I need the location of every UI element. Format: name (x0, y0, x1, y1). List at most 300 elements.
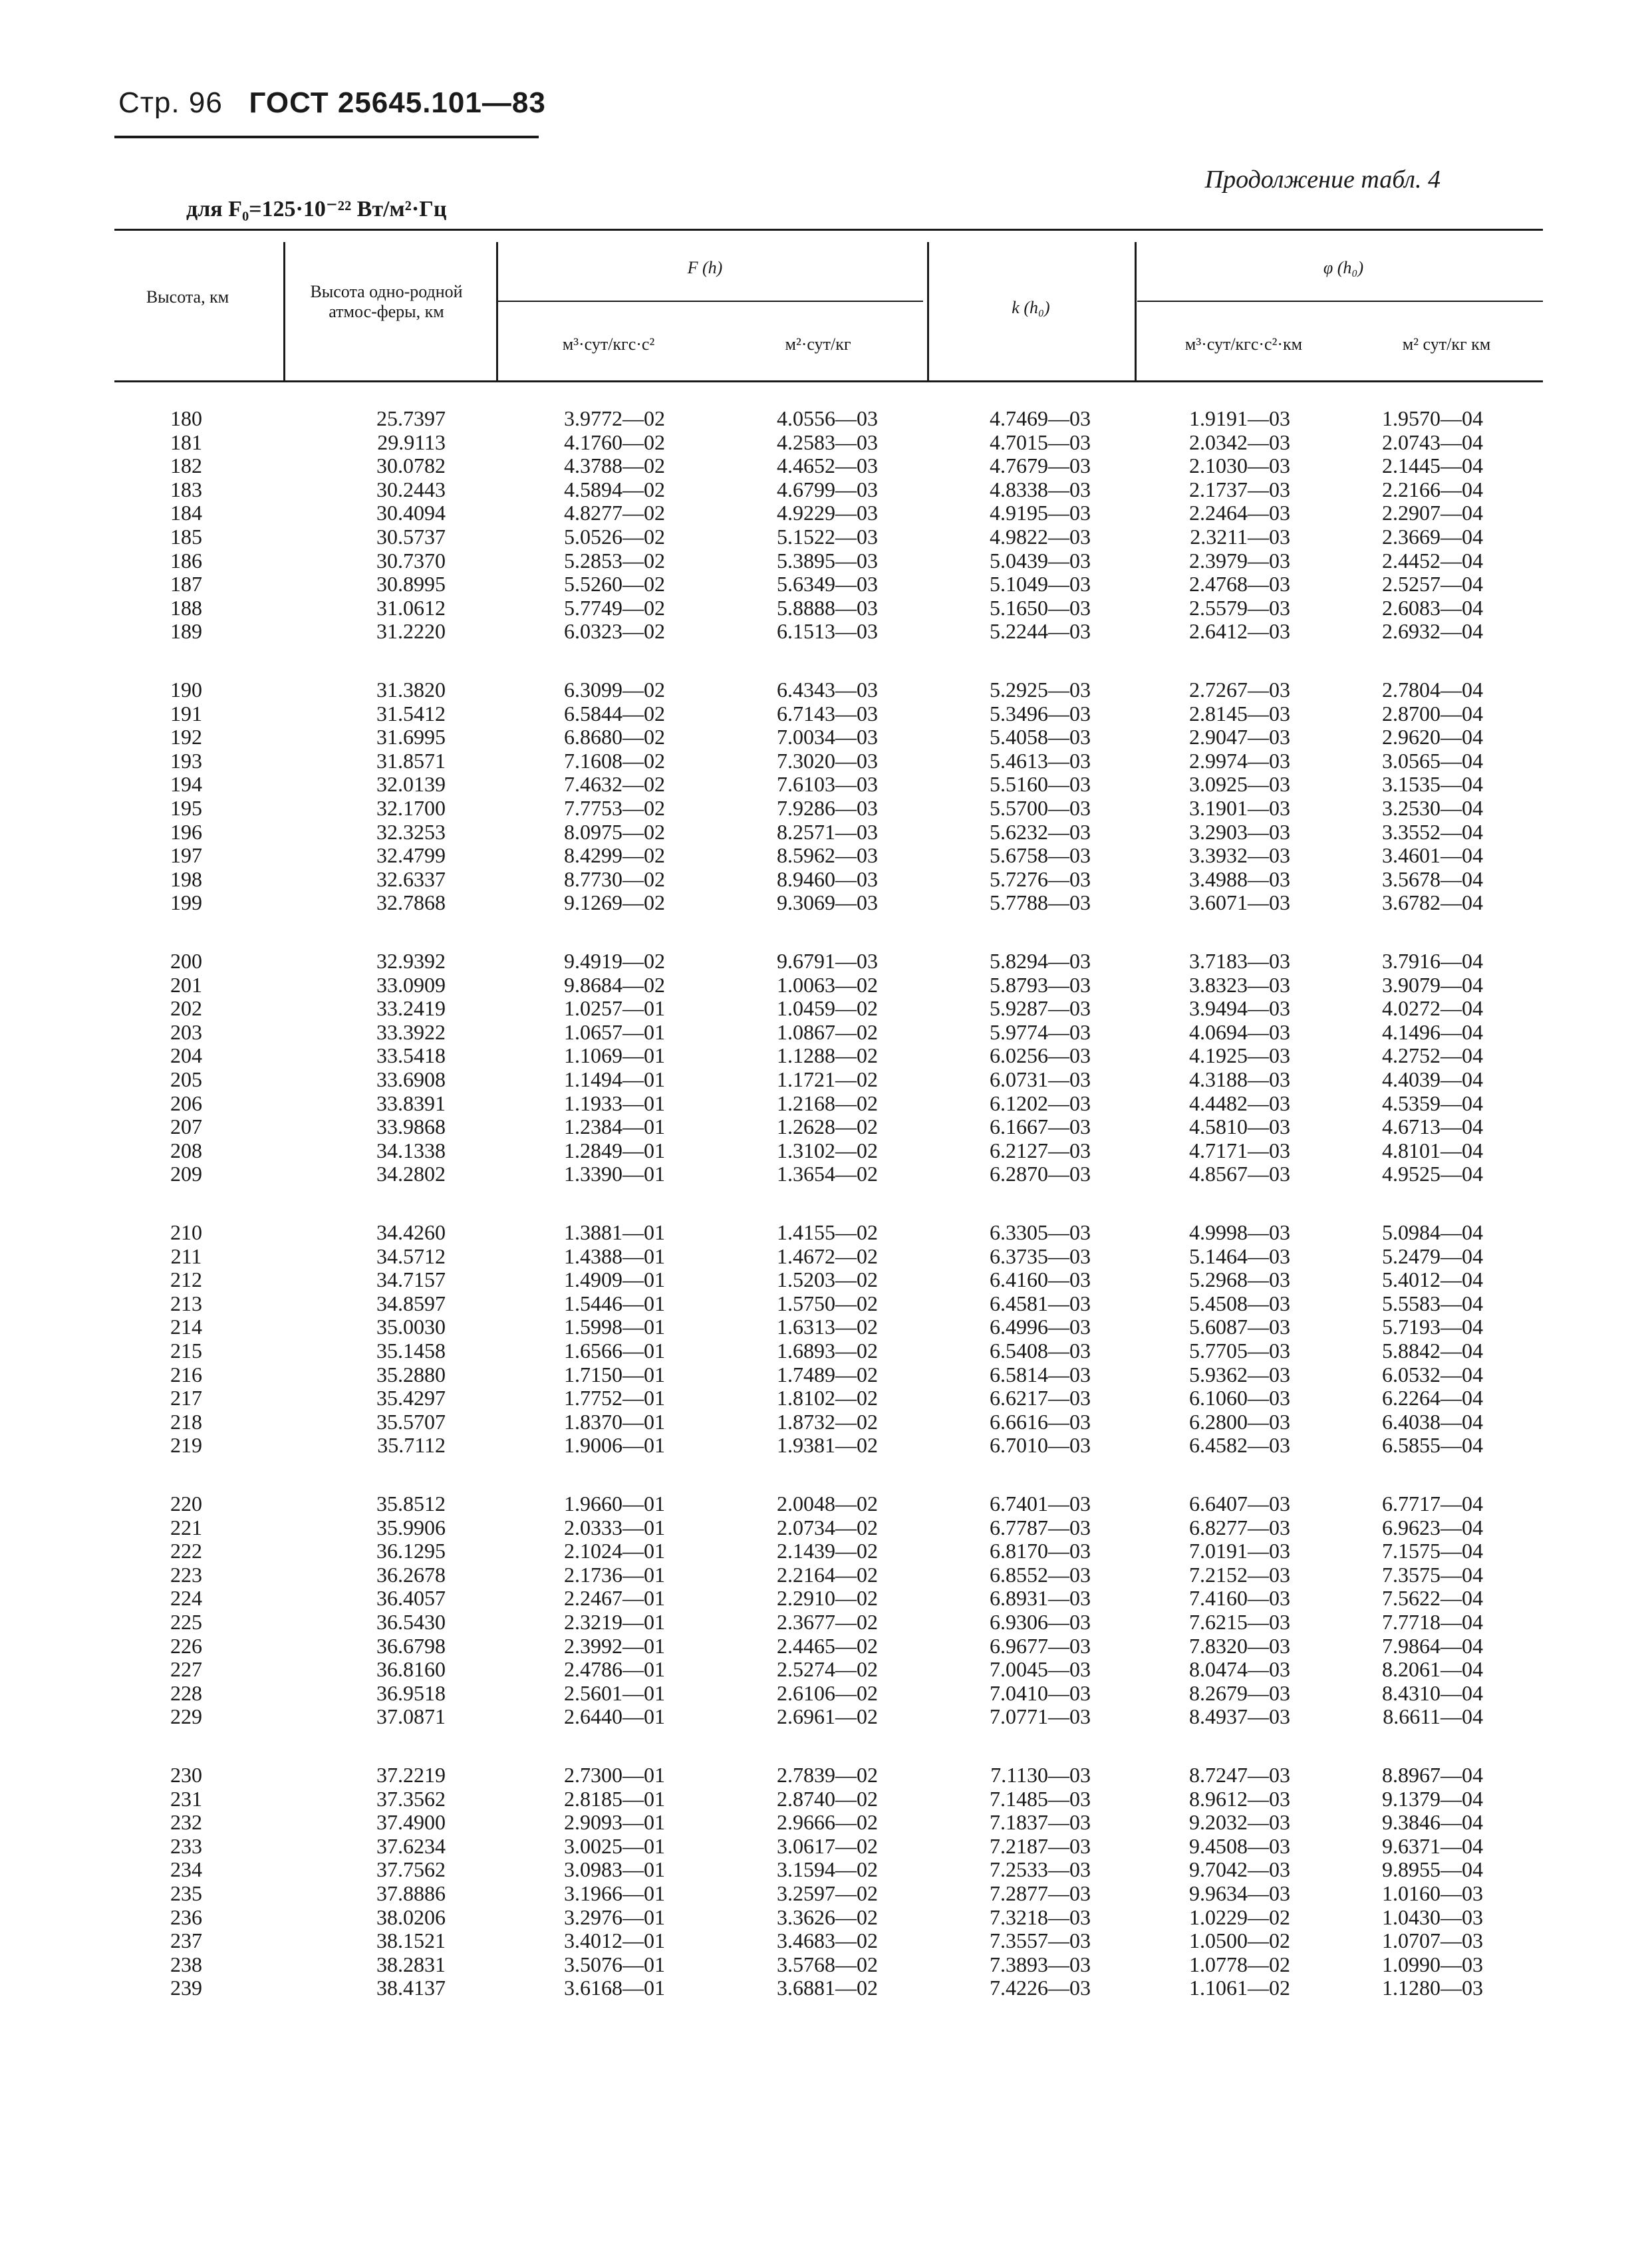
k-cell: 6.6616—03 (990, 1409, 1091, 1434)
phi-m2-cell: 8.4310—04 (1382, 1680, 1483, 1705)
scale-height-cell: 37.8886 (376, 1881, 446, 1905)
k-cell: 7.0410—03 (990, 1680, 1091, 1705)
scale-height-cell: 30.5737 (376, 525, 446, 549)
F-m3-cell: 1.5998—01 (564, 1315, 665, 1339)
table-row (0, 797, 1652, 820)
F-m3-cell: 3.2976—01 (564, 1905, 665, 1929)
phi-m3-cell: 6.1060—03 (1189, 1386, 1290, 1410)
phi-m3-cell: 8.9612—03 (1189, 1786, 1290, 1811)
phi-m2-cell: 7.3575—04 (1382, 1562, 1483, 1587)
phi-m3-cell: 2.9974—03 (1189, 748, 1290, 773)
table-row (0, 1811, 1652, 1834)
F-m3-cell: 4.1760—02 (564, 430, 665, 454)
height-cell: 191 (170, 701, 202, 726)
phi-m2-cell: 3.3552—04 (1382, 819, 1483, 844)
phi-m3-cell: 2.5579—03 (1189, 595, 1290, 620)
phi-m3-cell: 5.6087—03 (1189, 1315, 1290, 1339)
height-cell: 180 (170, 406, 202, 430)
phi-m2-cell: 9.3846—04 (1382, 1810, 1483, 1835)
k-cell: 5.7276—03 (990, 866, 1091, 891)
F-m3-cell: 3.5076—01 (564, 1952, 665, 1976)
scale-height-cell: 35.7112 (377, 1433, 446, 1458)
col-divider-2 (496, 242, 498, 380)
phi-m3-cell: 4.8567—03 (1189, 1162, 1290, 1186)
table-row (0, 1221, 1652, 1244)
F-m2-cell: 1.1721—02 (777, 1067, 878, 1091)
F-m3-cell: 2.0333—01 (564, 1515, 665, 1539)
scale-height-cell: 37.3562 (376, 1786, 446, 1811)
scale-height-cell: 38.1521 (376, 1928, 446, 1953)
F-m2-cell: 7.6103—03 (777, 772, 878, 797)
table-row (0, 891, 1652, 914)
phi-m2-cell: 7.1575—04 (1382, 1539, 1483, 1563)
k-cell: 6.3735—03 (990, 1244, 1091, 1268)
phi-m2-cell: 8.2061—04 (1382, 1657, 1483, 1682)
phi-m3-cell: 4.7171—03 (1189, 1138, 1290, 1162)
k-cell: 4.7679—03 (990, 454, 1091, 478)
phi-m3-cell: 9.2032—03 (1189, 1810, 1290, 1835)
F-m3-cell: 1.5446—01 (564, 1291, 665, 1315)
table-row (0, 1363, 1652, 1387)
height-cell: 208 (170, 1138, 202, 1162)
height-cell: 197 (170, 843, 202, 868)
height-cell: 186 (170, 548, 202, 573)
phi-m3-cell: 2.6412—03 (1189, 619, 1290, 644)
phi-m3-cell: 3.9494—03 (1189, 996, 1290, 1021)
scale-height-cell: 34.2802 (376, 1162, 446, 1186)
scale-height-cell: 30.2443 (376, 477, 446, 501)
k-cell: 6.2870—03 (990, 1162, 1091, 1186)
F-m2-cell: 2.6961—02 (777, 1704, 878, 1729)
height-cell: 188 (170, 595, 202, 620)
scale-height-cell: 32.7868 (376, 890, 446, 915)
height-cell: 187 (170, 572, 202, 596)
F-m3-cell: 2.9093—01 (564, 1810, 665, 1835)
F-m2-cell: 1.3654—02 (777, 1162, 878, 1186)
k-cell: 5.9774—03 (990, 1019, 1091, 1044)
phi-m3-cell: 5.9362—03 (1189, 1362, 1290, 1387)
height-cell: 219 (170, 1433, 202, 1458)
height-cell: 234 (170, 1857, 202, 1882)
scale-height-cell: 30.0782 (376, 454, 446, 478)
height-cell: 232 (170, 1810, 202, 1835)
table-row (0, 1092, 1652, 1115)
scale-height-cell: 36.2678 (376, 1562, 446, 1587)
k-cell: 6.7010—03 (990, 1433, 1091, 1458)
F-m2-cell: 9.3069—03 (777, 890, 878, 915)
k-cell: 5.3496—03 (990, 701, 1091, 726)
k-cell: 7.2533—03 (990, 1857, 1091, 1882)
k-cell: 6.2127—03 (990, 1138, 1091, 1162)
table-row (0, 1162, 1652, 1186)
F-m3-cell: 1.0257—01 (564, 996, 665, 1021)
table-row (0, 549, 1652, 573)
scale-height-cell: 35.2880 (376, 1362, 446, 1387)
height-cell: 215 (170, 1339, 202, 1363)
F-m3-cell: 7.7753—02 (564, 796, 665, 820)
header-k: k (h₀) (1012, 298, 1050, 317)
scale-height-cell: 37.6234 (376, 1833, 446, 1858)
phi-m3-cell: 3.1901—03 (1189, 796, 1290, 820)
F-m3-cell: 2.7300—01 (564, 1763, 665, 1787)
height-cell: 203 (170, 1019, 202, 1044)
phi-m2-cell: 4.4039—04 (1382, 1067, 1483, 1091)
height-cell: 222 (170, 1539, 202, 1563)
condition-label: для F₀=125·10⁻²² Вт/м²·Гц (186, 197, 447, 221)
table-row (0, 1539, 1652, 1563)
F-m3-cell: 1.1933—01 (564, 1091, 665, 1115)
F-m2-cell: 5.1522—03 (777, 525, 878, 549)
k-cell: 5.6232—03 (990, 819, 1091, 844)
height-cell: 216 (170, 1362, 202, 1387)
F-m3-cell: 2.1024—01 (564, 1539, 665, 1563)
standard-code: ГОСТ 25645.101—83 (249, 86, 546, 119)
phi-m3-cell: 4.4482—03 (1189, 1091, 1290, 1115)
phi-m2-cell: 5.7193—04 (1382, 1315, 1483, 1339)
phi-m3-cell: 8.4937—03 (1189, 1704, 1290, 1729)
table-row (0, 1339, 1652, 1363)
phi-m2-cell: 6.2264—04 (1382, 1386, 1483, 1410)
phi-m2-cell: 3.2530—04 (1382, 796, 1483, 820)
phi-m2-cell: 3.4601—04 (1382, 843, 1483, 868)
scale-height-cell: 35.1458 (376, 1339, 446, 1363)
phi-m2-cell: 3.6782—04 (1382, 890, 1483, 915)
k-cell: 7.2187—03 (990, 1833, 1091, 1858)
phi-m3-cell: 2.7267—03 (1189, 678, 1290, 702)
scale-height-cell: 33.8391 (376, 1091, 446, 1115)
table-row (0, 525, 1652, 549)
table-row (0, 702, 1652, 726)
k-cell: 5.1650—03 (990, 595, 1091, 620)
table-row (0, 749, 1652, 773)
F-m2-cell: 7.0034—03 (777, 725, 878, 749)
header-phi-unit2: м² сут/кг км (1402, 334, 1491, 354)
phi-m3-cell: 9.9634—03 (1189, 1881, 1290, 1905)
k-cell: 7.1837—03 (990, 1810, 1091, 1835)
height-cell: 201 (170, 972, 202, 997)
scale-height-cell: 32.6337 (376, 866, 446, 891)
phi-m2-cell: 4.5359—04 (1382, 1091, 1483, 1115)
k-cell: 6.8931—03 (990, 1586, 1091, 1611)
k-cell: 6.8170—03 (990, 1539, 1091, 1563)
k-cell: 4.8338—03 (990, 477, 1091, 501)
k-cell: 7.3557—03 (990, 1928, 1091, 1953)
F-m2-cell: 2.2164—02 (777, 1562, 878, 1587)
header-phi-unit1: м³·сут/кгс·с²·км (1184, 334, 1303, 354)
height-cell: 235 (170, 1881, 202, 1905)
F-m2-cell: 2.4465—02 (777, 1633, 878, 1658)
table-header-bottom-rule (114, 380, 1543, 382)
height-cell: 185 (170, 525, 202, 549)
k-cell: 5.8294—03 (990, 949, 1091, 973)
scale-height-cell: 36.4057 (376, 1586, 446, 1611)
scale-height-cell: 36.9518 (376, 1680, 446, 1705)
k-cell: 6.7787—03 (990, 1515, 1091, 1539)
phi-m3-cell: 3.0925—03 (1189, 772, 1290, 797)
table-row (0, 1682, 1652, 1705)
scale-height-cell: 31.0612 (376, 595, 446, 620)
F-m2-cell: 2.6106—02 (777, 1680, 878, 1705)
phi-m2-cell: 1.0430—03 (1382, 1905, 1483, 1929)
k-cell: 5.1049—03 (990, 572, 1091, 596)
F-m3-cell: 3.0983—01 (564, 1857, 665, 1882)
scale-height-cell: 35.0030 (376, 1315, 446, 1339)
height-cell: 212 (170, 1267, 202, 1292)
height-cell: 238 (170, 1952, 202, 1976)
scale-height-cell: 33.5418 (376, 1043, 446, 1068)
phi-m3-cell: 2.2464—03 (1189, 501, 1290, 525)
phi-m3-cell: 6.2800—03 (1189, 1409, 1290, 1434)
table-row (0, 431, 1652, 454)
scale-height-cell: 32.4799 (376, 843, 446, 868)
F-m3-cell: 2.6440—01 (564, 1704, 665, 1729)
scale-height-cell: 32.9392 (376, 949, 446, 973)
k-cell: 6.6217—03 (990, 1386, 1091, 1410)
height-cell: 224 (170, 1586, 202, 1611)
F-m2-cell: 1.4155—02 (777, 1220, 878, 1244)
F-m3-cell: 1.4909—01 (564, 1267, 665, 1292)
height-cell: 195 (170, 796, 202, 820)
phi-m2-cell: 3.5678—04 (1382, 866, 1483, 891)
phi-m3-cell: 1.9191—03 (1189, 406, 1290, 430)
phi-m2-cell: 4.1496—04 (1382, 1019, 1483, 1044)
F-m3-cell: 1.4388—01 (564, 1244, 665, 1268)
phi-m2-cell: 1.9570—04 (1382, 406, 1483, 430)
phi-m3-cell: 6.6407—03 (1189, 1492, 1290, 1516)
F-m2-cell: 6.1513—03 (777, 619, 878, 644)
phi-m2-cell: 1.0160—03 (1382, 1881, 1483, 1905)
phi-m3-cell: 1.0778—02 (1189, 1952, 1290, 1976)
phi-m3-cell: 1.0500—02 (1189, 1928, 1290, 1953)
phi-m3-cell: 4.9998—03 (1189, 1220, 1290, 1244)
scale-height-cell: 31.8571 (376, 748, 446, 773)
F-m2-cell: 4.9229—03 (777, 501, 878, 525)
scale-height-cell: 30.4094 (376, 501, 446, 525)
k-cell: 5.8793—03 (990, 972, 1091, 997)
phi-m3-cell: 2.8145—03 (1189, 701, 1290, 726)
phi-m3-cell: 2.3979—03 (1189, 548, 1290, 573)
scale-height-cell: 31.6995 (376, 725, 446, 749)
height-cell: 239 (170, 1976, 202, 2000)
phi-m2-cell: 4.6713—04 (1382, 1115, 1483, 1139)
k-cell: 7.1485—03 (990, 1786, 1091, 1811)
F-m2-cell: 2.3677—02 (777, 1610, 878, 1634)
height-cell: 231 (170, 1786, 202, 1811)
F-m3-cell: 5.5260—02 (564, 572, 665, 596)
F-m3-cell: 4.5894—02 (564, 477, 665, 501)
scale-height-cell: 32.0139 (376, 772, 446, 797)
phi-m3-cell: 7.6215—03 (1189, 1610, 1290, 1634)
phi-m2-cell: 2.2907—04 (1382, 501, 1483, 525)
phi-m2-cell: 4.8101—04 (1382, 1138, 1483, 1162)
k-cell: 4.9822—03 (990, 525, 1091, 549)
page-number: Стр. 96 (118, 86, 223, 119)
height-cell: 217 (170, 1386, 202, 1410)
table-row (0, 1021, 1652, 1044)
scale-height-cell: 35.5707 (376, 1409, 446, 1434)
phi-m3-cell: 8.2679—03 (1189, 1680, 1290, 1705)
F-m2-cell: 3.2597—02 (777, 1881, 878, 1905)
table-row (0, 821, 1652, 844)
phi-m3-cell: 5.4508—03 (1189, 1291, 1290, 1315)
phi-m3-cell: 3.6071—03 (1189, 890, 1290, 915)
F-m3-cell: 1.2384—01 (564, 1115, 665, 1139)
header-phi: φ (h₀) (1323, 258, 1364, 277)
height-cell: 228 (170, 1680, 202, 1705)
F-m3-cell: 8.4299—02 (564, 843, 665, 868)
F-m3-cell: 1.9660—01 (564, 1492, 665, 1516)
height-cell: 183 (170, 477, 202, 501)
height-cell: 211 (170, 1244, 202, 1268)
F-m2-cell: 6.7143—03 (777, 701, 878, 726)
header-scale-height: Высота одно-родной атмос-феры, км (310, 282, 463, 321)
height-cell: 221 (170, 1515, 202, 1539)
phi-m3-cell: 2.0342—03 (1189, 430, 1290, 454)
height-cell: 199 (170, 890, 202, 915)
F-m2-cell: 2.2910—02 (777, 1586, 878, 1611)
F-m3-cell: 4.3788—02 (564, 454, 665, 478)
F-m3-cell: 4.8277—02 (564, 501, 665, 525)
F-m2-cell: 3.6881—02 (777, 1976, 878, 2000)
scale-height-cell: 36.5430 (376, 1610, 446, 1634)
F-m3-cell: 2.4786—01 (564, 1657, 665, 1682)
height-cell: 214 (170, 1315, 202, 1339)
k-cell: 5.4613—03 (990, 748, 1091, 773)
phi-m2-cell: 6.9623—04 (1382, 1515, 1483, 1539)
F-m3-cell: 5.2853—02 (564, 548, 665, 573)
scale-height-cell: 37.2219 (376, 1763, 446, 1787)
F-m3-cell: 6.5844—02 (564, 701, 665, 726)
phi-m3-cell: 8.0474—03 (1189, 1657, 1290, 1682)
height-cell: 218 (170, 1409, 202, 1434)
F-m2-cell: 5.8888—03 (777, 595, 878, 620)
phi-m2-cell: 6.5855—04 (1382, 1433, 1483, 1458)
phi-m3-cell: 3.8323—03 (1189, 972, 1290, 997)
F-m3-cell: 1.3390—01 (564, 1162, 665, 1186)
F-m2-cell: 5.3895—03 (777, 548, 878, 573)
height-cell: 233 (170, 1833, 202, 1858)
table-row (0, 1139, 1652, 1162)
height-cell: 207 (170, 1115, 202, 1139)
height-cell: 181 (170, 430, 202, 454)
scale-height-cell: 31.3820 (376, 678, 446, 702)
k-cell: 5.9287—03 (990, 996, 1091, 1021)
header-F-unit2: м²·сут/кг (785, 334, 851, 354)
F-m3-cell: 1.9006—01 (564, 1433, 665, 1458)
F-m2-cell: 7.9286—03 (777, 796, 878, 820)
k-cell: 7.0771—03 (990, 1704, 1091, 1729)
table-row (0, 1705, 1652, 1728)
F-m2-cell: 9.6791—03 (777, 949, 878, 973)
table-row (0, 1611, 1652, 1634)
table-row (0, 1245, 1652, 1268)
phi-m3-cell: 3.2903—03 (1189, 819, 1290, 844)
table-row (0, 1906, 1652, 1929)
phi-m2-cell: 4.2752—04 (1382, 1043, 1483, 1068)
F-m3-cell: 9.8684—02 (564, 972, 665, 997)
phi-m2-cell: 1.1280—03 (1382, 1976, 1483, 2000)
scale-height-cell: 32.3253 (376, 819, 446, 844)
F-m3-cell: 1.3881—01 (564, 1220, 665, 1244)
phi-m2-cell: 9.8955—04 (1382, 1857, 1483, 1882)
phi-m3-cell: 2.1030—03 (1189, 454, 1290, 478)
k-cell: 6.4160—03 (990, 1267, 1091, 1292)
height-cell: 184 (170, 501, 202, 525)
F-m2-cell: 1.1288—02 (777, 1043, 878, 1068)
height-cell: 226 (170, 1633, 202, 1658)
phi-m2-cell: 7.5622—04 (1382, 1586, 1483, 1611)
phi-m3-cell: 4.5810—03 (1189, 1115, 1290, 1139)
k-cell: 6.9677—03 (990, 1633, 1091, 1658)
F-m2-cell: 4.0556—03 (777, 406, 878, 430)
table-row (0, 678, 1652, 702)
height-cell: 223 (170, 1562, 202, 1587)
height-cell: 213 (170, 1291, 202, 1315)
F-m2-cell: 1.2628—02 (777, 1115, 878, 1139)
height-cell: 230 (170, 1763, 202, 1787)
scale-height-cell: 38.0206 (376, 1905, 446, 1929)
phi-m3-cell: 6.4582—03 (1189, 1433, 1290, 1458)
F-m2-cell: 1.3102—02 (777, 1138, 878, 1162)
height-cell: 196 (170, 819, 202, 844)
table-row (0, 1410, 1652, 1434)
F-m3-cell: 3.4012—01 (564, 1928, 665, 1953)
F-m3-cell: 1.1494—01 (564, 1067, 665, 1091)
k-cell: 5.5700—03 (990, 796, 1091, 820)
F-m3-cell: 8.7730—02 (564, 866, 665, 891)
table-row (0, 1587, 1652, 1610)
phi-m2-cell: 2.1445—04 (1382, 454, 1483, 478)
F-m3-cell: 1.0657—01 (564, 1019, 665, 1044)
scale-height-cell: 37.4900 (376, 1810, 446, 1835)
phi-m2-cell: 1.0990—03 (1382, 1952, 1483, 1976)
phi-m3-cell: 5.1464—03 (1189, 1244, 1290, 1268)
table-row (0, 1492, 1652, 1516)
table-row (0, 1044, 1652, 1067)
scale-height-cell: 34.4260 (376, 1220, 446, 1244)
phi-m2-cell: 2.6083—04 (1382, 595, 1483, 620)
phi-m2-cell: 2.4452—04 (1382, 548, 1483, 573)
F-m3-cell: 5.7749—02 (564, 595, 665, 620)
table-row (0, 1764, 1652, 1787)
header-underline (114, 136, 539, 138)
table-row (0, 596, 1652, 620)
phi-m3-cell: 1.1061—02 (1189, 1976, 1290, 2000)
table-row (0, 726, 1652, 749)
phi-m2-cell: 6.7717—04 (1382, 1492, 1483, 1516)
scale-height-cell: 35.8512 (376, 1492, 446, 1516)
col-divider-1 (283, 242, 285, 380)
k-cell: 4.7015—03 (990, 430, 1091, 454)
phi-m3-cell: 9.4508—03 (1189, 1833, 1290, 1858)
table-row (0, 1268, 1652, 1291)
table-top-rule (114, 229, 1543, 231)
F-m3-cell: 6.8680—02 (564, 725, 665, 749)
table-row (0, 1292, 1652, 1315)
phi-m3-cell: 7.2152—03 (1189, 1562, 1290, 1587)
F-m2-cell: 2.1439—02 (777, 1539, 878, 1563)
height-cell: 209 (170, 1162, 202, 1186)
phi-m2-cell: 4.9525—04 (1382, 1162, 1483, 1186)
phi-m3-cell: 6.8277—03 (1189, 1515, 1290, 1539)
phi-m2-cell: 7.9864—04 (1382, 1633, 1483, 1658)
scale-height-cell: 32.1700 (376, 796, 446, 820)
F-m3-cell: 3.0025—01 (564, 1833, 665, 1858)
F-m2-cell: 1.5203—02 (777, 1267, 878, 1292)
height-cell: 198 (170, 866, 202, 891)
scale-height-cell: 34.1338 (376, 1138, 446, 1162)
height-cell: 227 (170, 1657, 202, 1682)
